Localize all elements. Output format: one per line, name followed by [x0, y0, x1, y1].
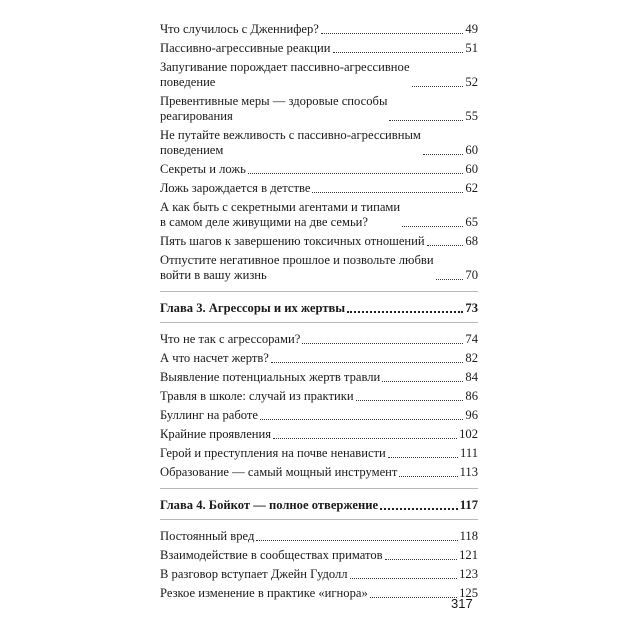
dot-leader — [370, 597, 457, 598]
toc-entry[interactable] — [160, 22, 478, 37]
page-number: 52 — [465, 75, 478, 89]
toc-chapter-3[interactable] — [160, 301, 478, 316]
toc-entry[interactable] — [160, 41, 478, 56]
entry-title-line: реагирования — [160, 109, 233, 123]
chapter-title: Глава 4. Бойкот — полное отвержение — [160, 498, 379, 512]
dot-leader — [321, 33, 464, 34]
toc-entry[interactable] — [160, 94, 478, 124]
toc-entry[interactable] — [160, 200, 478, 230]
page-number: 62 — [465, 181, 478, 195]
entry-title-line: Образование — самый мощный инструмент — [160, 465, 398, 479]
entry-title-line: Отпустите негативное прошлое и позвольте любви — [160, 253, 434, 267]
entry-title-line: Буллинг на работе — [160, 408, 259, 422]
section-divider — [160, 519, 478, 520]
entry-title-line: Травля в школе: случай из практики — [160, 389, 354, 403]
page-number: 60 — [465, 143, 478, 157]
toc-group-chapter-3 — [160, 332, 478, 480]
entry-title-line: поведением — [160, 143, 224, 157]
page-number: 102 — [459, 427, 478, 441]
toc-entry[interactable] — [160, 427, 478, 442]
page-number: 74 — [465, 332, 478, 346]
entry-title-line: А как быть с секретными агентами и типами — [160, 200, 401, 214]
toc-entry[interactable] — [160, 408, 478, 423]
entry-title-line: Запугивание порождает пассивно-агрессивное — [160, 60, 410, 74]
toc-entry[interactable] — [160, 548, 478, 563]
page-folio: 317 — [451, 596, 473, 611]
dot-leader — [385, 559, 458, 560]
dot-leader — [347, 311, 463, 313]
dot-leader — [427, 245, 464, 246]
dot-leader — [302, 343, 463, 344]
dot-leader — [256, 540, 457, 541]
entry-title-line: Что не так с агрессорами? — [160, 332, 301, 346]
entry-title-line: Постоянный вред — [160, 529, 255, 543]
page-number: 68 — [465, 234, 478, 248]
toc-entry[interactable] — [160, 446, 478, 461]
toc-entry[interactable] — [160, 586, 478, 601]
dot-leader — [389, 120, 463, 121]
page-number: 60 — [465, 162, 478, 176]
dot-leader — [312, 192, 463, 193]
entry-title-line: Пять шагов к завершению токсичных отношений — [160, 234, 425, 248]
entry-title-line: в самом деле живущими на две семьи? — [160, 215, 369, 229]
entry-title-line: Резкое изменение в практике «игнора» — [160, 586, 368, 600]
toc-entry[interactable] — [160, 389, 478, 404]
toc-entry[interactable] — [160, 234, 478, 249]
toc-entry[interactable] — [160, 567, 478, 582]
dot-leader — [271, 362, 464, 363]
entry-title-line: Крайние проявления — [160, 427, 272, 441]
dot-leader — [380, 508, 458, 510]
section-divider — [160, 291, 478, 292]
page-number: 125 — [459, 586, 478, 600]
dot-leader — [436, 279, 464, 280]
section-divider — [160, 322, 478, 323]
page-number: 70 — [465, 268, 478, 282]
dot-leader — [412, 86, 464, 87]
page-number: 118 — [459, 529, 478, 543]
entry-title-line: Герой и преступления на почве ненависти — [160, 446, 386, 460]
toc-entry[interactable] — [160, 162, 478, 177]
dot-leader — [382, 381, 463, 382]
entry-title-line: Взаимодействие в сообществах приматов — [160, 548, 383, 562]
toc-group-chapter-2 — [160, 22, 478, 283]
entry-title-line: Что случилось с Дженнифер? — [160, 22, 319, 36]
dot-leader — [333, 52, 464, 53]
toc-entry[interactable] — [160, 181, 478, 196]
dot-leader — [402, 226, 463, 227]
entry-title-line: поведение — [160, 75, 216, 89]
dot-leader — [388, 457, 458, 458]
entry-title-line: Выявление потенциальных жертв травли — [160, 370, 381, 384]
dot-leader — [423, 154, 464, 155]
entry-title-line: Ложь зарождается в детстве — [160, 181, 311, 195]
entry-title-line: В разговор вступает Джейн Гудолл — [160, 567, 348, 581]
toc-entry[interactable] — [160, 253, 478, 283]
chapter-title: Глава 3. Агрессоры и их жертвы — [160, 301, 346, 315]
entry-title-line: Превентивные меры — здоровые способы — [160, 94, 388, 108]
entry-title-line: Не путайте вежливость с пассивно-агрессивным — [160, 128, 421, 142]
page-number: 96 — [465, 408, 478, 422]
page-number: 111 — [460, 446, 478, 460]
page-number: 86 — [465, 389, 478, 403]
page-number: 65 — [465, 215, 478, 229]
page-number: 51 — [465, 41, 478, 55]
page-number: 49 — [465, 22, 478, 36]
dot-leader — [399, 476, 457, 477]
entry-title-line: Секреты и ложь — [160, 162, 246, 176]
page-number: 117 — [459, 498, 478, 512]
dot-leader — [273, 438, 457, 439]
toc-chapter-4[interactable] — [160, 498, 478, 513]
entry-title-line: Пассивно-агрессивные реакции — [160, 41, 331, 55]
page-number: 121 — [459, 548, 478, 562]
toc-entry[interactable] — [160, 332, 478, 347]
dot-leader — [350, 578, 458, 579]
page-number: 113 — [459, 465, 478, 479]
page-number: 73 — [465, 301, 478, 315]
dot-leader — [248, 173, 464, 174]
dot-leader — [356, 400, 464, 401]
toc-entry[interactable] — [160, 128, 478, 158]
page-number: 82 — [465, 351, 478, 365]
page-number: 84 — [465, 370, 478, 384]
section-divider — [160, 488, 478, 489]
table-of-contents — [160, 22, 478, 605]
toc-entry[interactable] — [160, 60, 478, 90]
entry-title-line: А что насчет жертв? — [160, 351, 269, 365]
toc-entry[interactable] — [160, 529, 478, 544]
page-number: 123 — [459, 567, 478, 581]
entry-title-line: войти в вашу жизнь — [160, 268, 267, 282]
toc-entry[interactable] — [160, 351, 478, 366]
page-number: 55 — [465, 109, 478, 123]
toc-entry[interactable] — [160, 370, 478, 385]
toc-group-chapter-4 — [160, 529, 478, 601]
dot-leader — [260, 419, 463, 420]
toc-entry[interactable] — [160, 465, 478, 480]
